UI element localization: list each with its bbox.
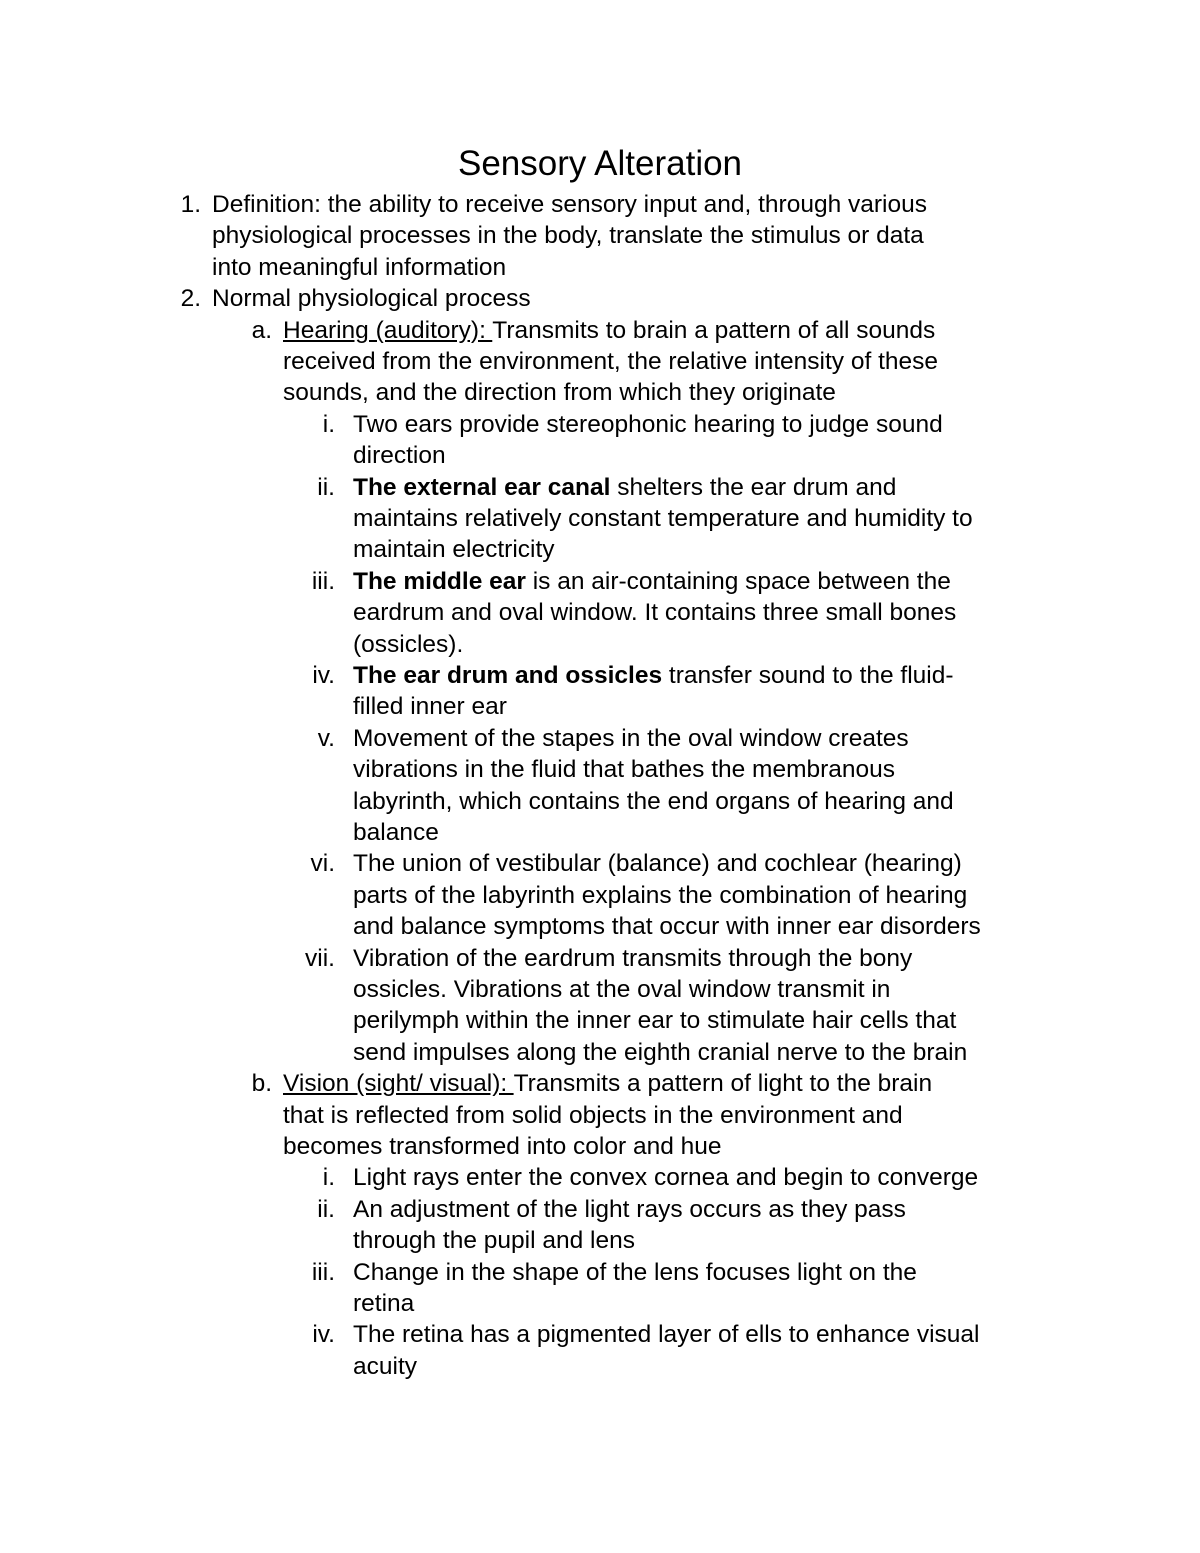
line-text: is an air-containing space between the: [525, 567, 951, 595]
line-text: shelters the ear drum and: [610, 473, 897, 501]
section-heading: Vision (sight/ visual):: [283, 1070, 514, 1098]
line-text: retina: [353, 1289, 415, 1317]
line-text: parts of the labyrinth explains the combination of hearing: [353, 881, 968, 909]
list-item-line: [353, 1005, 956, 1036]
page-title: Sensory Alteration: [457, 144, 743, 183]
list-item-line: [353, 723, 909, 754]
line-text: sounds, and the direction from which they originate: [283, 379, 836, 407]
list-item-line: [353, 911, 981, 942]
list-marker: i.: [322, 410, 335, 438]
list-item-line: [283, 346, 938, 377]
list-item-line: [353, 409, 943, 440]
list-item-line: [353, 880, 967, 911]
list-item-line: [353, 1288, 414, 1319]
bold-term: The ear drum and ossicles: [353, 662, 663, 689]
list-marker: iii.: [311, 567, 335, 595]
list-item-line: [353, 472, 896, 503]
list-marker: vii.: [305, 944, 335, 972]
list-item-line: [353, 597, 956, 628]
line-text: Light rays enter the convex cornea and begin to converge: [353, 1164, 979, 1192]
line-text: Two ears provide stereophonic hearing to judge sound: [353, 410, 943, 438]
list-item-line: [283, 1068, 932, 1099]
line-text: maintain electricity: [353, 536, 555, 564]
list-item-line: [353, 691, 507, 722]
list-marker: iv.: [312, 1321, 335, 1349]
list-item-line: [283, 377, 836, 408]
line-text: Change in the shape of the lens focuses light on the: [353, 1258, 917, 1286]
list-item-line: [212, 189, 927, 220]
line-text: and balance symptoms that occur with inner ear disorders: [353, 913, 981, 941]
line-text: vibrations in the fluid that bathes the membranous: [353, 756, 896, 784]
list-item-line: [353, 534, 555, 565]
list-item-line: [353, 660, 954, 691]
bold-term: The external ear canal: [353, 473, 611, 501]
list-marker: iii.: [311, 1258, 335, 1286]
line-text: filled inner ear: [353, 693, 507, 721]
list-marker: i.: [322, 1164, 335, 1192]
list-item-line: [353, 1319, 980, 1350]
list-marker: ii.: [317, 473, 335, 501]
list-marker: 1.: [180, 191, 201, 218]
line-text: send impulses along the eighth cranial nerve to the brain: [353, 1038, 968, 1066]
line-text: An adjustment of the light rays occurs as they pass: [353, 1195, 906, 1223]
list-item-line: [353, 943, 912, 974]
line-text: balance: [353, 818, 439, 846]
list-item-line: [353, 1037, 967, 1068]
line-text: The retina has a pigmented layer of ells to enhance visual: [353, 1321, 980, 1349]
list-marker: iv.: [312, 662, 335, 689]
bold-term: The middle ear: [353, 567, 526, 595]
list-item-line: [353, 1194, 906, 1225]
line-text: Transmits to brain a pattern of all sounds: [492, 316, 936, 344]
list-item-line: [353, 440, 446, 471]
line-text: through the pupil and lens: [353, 1227, 635, 1255]
line-text: Definition: the ability to receive sensory input and, through various: [212, 191, 927, 218]
list-item-line: [212, 220, 924, 251]
list-marker: vi.: [310, 850, 335, 878]
line-text: physiological processes in the body, translate the stimulus or data: [212, 222, 924, 250]
list-item-line: [283, 1131, 722, 1162]
list-item-line: [353, 1162, 978, 1193]
list-item-line: [353, 1351, 417, 1382]
section-heading: Hearing (auditory):: [283, 316, 493, 344]
list-item-line: [353, 566, 951, 597]
list-item-line: [353, 1225, 635, 1256]
list-marker: ii.: [317, 1195, 335, 1223]
line-text: perilymph within the inner ear to stimulate hair cells that: [353, 1007, 957, 1035]
list-marker: 2.: [180, 285, 201, 313]
list-marker: v.: [317, 724, 335, 752]
line-text: Movement of the stapes in the oval window creates: [353, 724, 909, 752]
line-text: Normal physiological process: [212, 285, 531, 313]
list-item-line: [283, 315, 935, 346]
list-item-line: [353, 817, 439, 848]
line-text: acuity: [353, 1352, 418, 1380]
line-text: Vibration of the eardrum transmits through the bony: [353, 944, 913, 972]
line-text: direction: [353, 442, 446, 470]
line-text: ossicles. Vibrations at the oval window transmit in: [353, 975, 891, 1003]
line-text: into meaningful information: [212, 253, 507, 281]
line-text: received from the environment, the relative intensity of these: [283, 347, 939, 375]
line-text: Transmits a pattern of light to the brain: [513, 1070, 933, 1098]
list-item-line: [353, 503, 973, 534]
list-item-line: [283, 1100, 903, 1131]
list-marker: a.: [251, 316, 272, 344]
line-text: (ossicles).: [353, 630, 464, 658]
list-item-line: [212, 283, 531, 314]
line-text: labyrinth, which contains the end organs of hearing and: [353, 787, 954, 815]
list-item-line: [353, 629, 463, 660]
list-marker: b.: [251, 1070, 272, 1098]
line-text: that is reflected from solid objects in the environment and: [283, 1101, 903, 1129]
list-item-line: [353, 974, 890, 1005]
list-item-line: [353, 754, 895, 785]
list-item-line: [212, 252, 506, 283]
line-text: maintains relatively constant temperature and humidity to: [353, 504, 973, 532]
line-text: eardrum and oval window. It contains three small bones: [353, 599, 957, 627]
list-item-line: [353, 1257, 917, 1288]
line-text: becomes transformed into color and hue: [283, 1132, 722, 1160]
list-item-line: [353, 848, 962, 879]
list-item-line: [353, 786, 954, 817]
line-text: transfer sound to the fluid-: [662, 662, 954, 689]
line-text: The union of vestibular (balance) and cochlear (hearing): [353, 850, 962, 878]
